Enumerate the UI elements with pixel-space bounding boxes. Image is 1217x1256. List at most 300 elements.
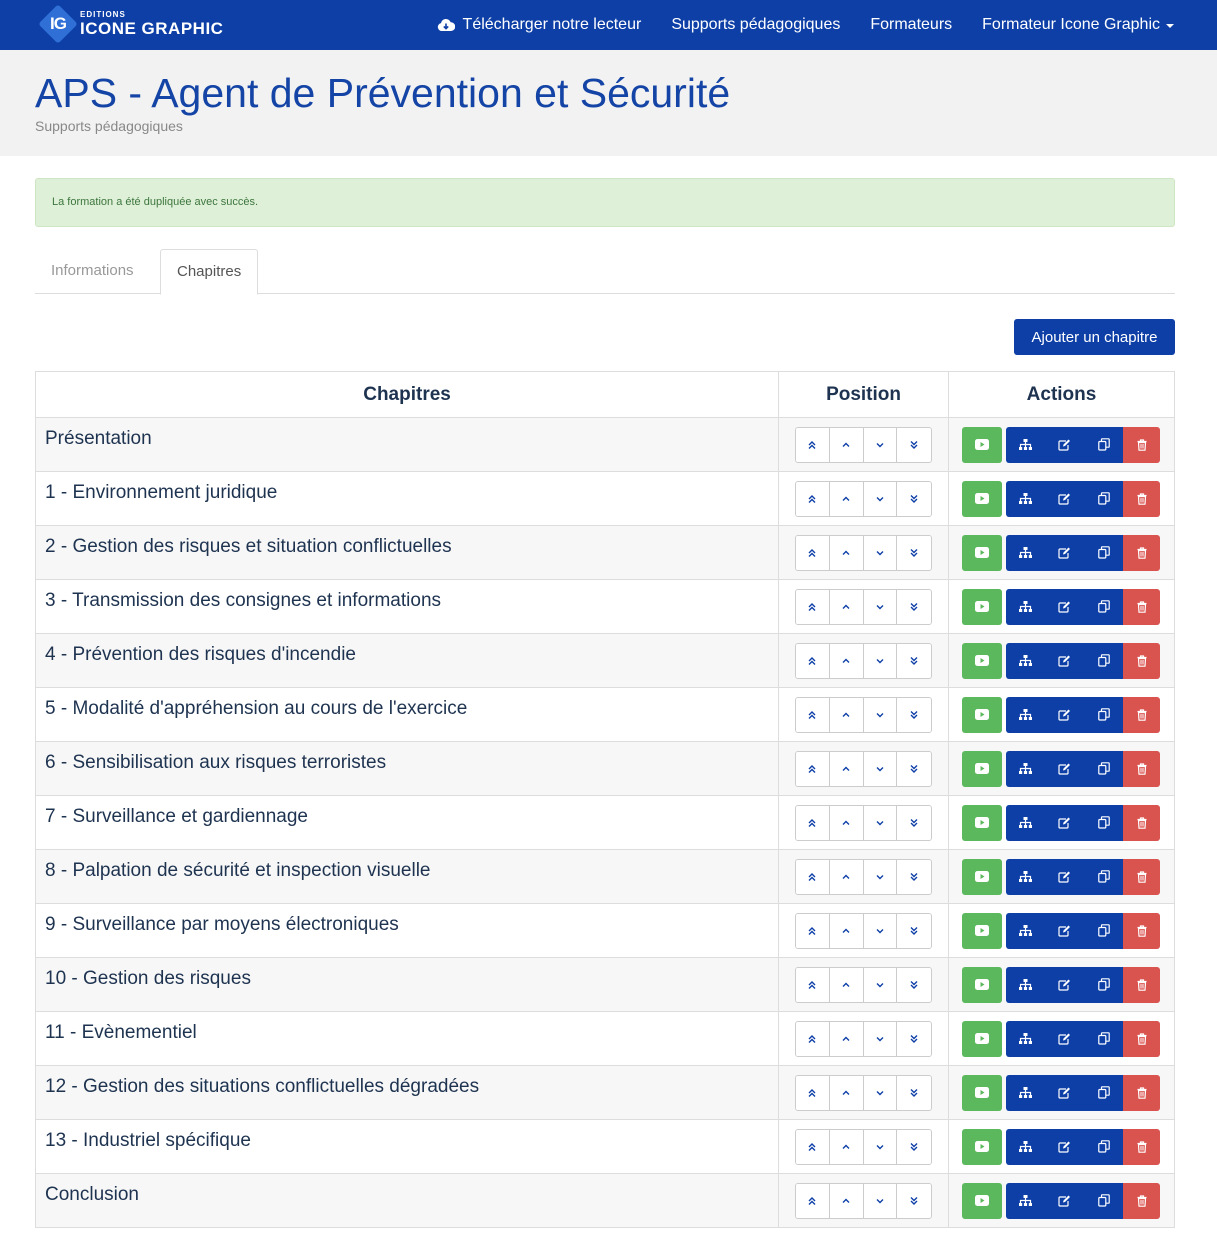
action-button-group xyxy=(1006,1129,1160,1165)
page-title: APS - Agent de Prévention et Sécurité xyxy=(35,70,731,116)
nav-user-menu[interactable]: Formateur Icone Graphic xyxy=(967,16,1189,34)
structure-button[interactable] xyxy=(1006,967,1045,1003)
move-first-button[interactable] xyxy=(796,482,830,516)
edit-button[interactable] xyxy=(1045,589,1084,625)
edit-icon xyxy=(1058,1195,1071,1207)
chevron-up-icon xyxy=(841,872,851,882)
structure-button[interactable] xyxy=(1006,1183,1045,1219)
move-first-button[interactable] xyxy=(796,1076,830,1110)
double-chevron-down-icon xyxy=(909,1088,919,1098)
move-last-button[interactable] xyxy=(897,482,931,516)
move-last-button[interactable] xyxy=(897,914,931,948)
move-down-button[interactable] xyxy=(864,482,898,516)
trash-icon xyxy=(1137,547,1147,559)
play-button[interactable] xyxy=(962,1129,1002,1165)
trash-icon xyxy=(1137,439,1147,451)
structure-button[interactable] xyxy=(1006,913,1045,949)
play-icon xyxy=(975,547,989,558)
position-controls xyxy=(795,697,932,733)
structure-button[interactable] xyxy=(1006,1021,1045,1057)
delete-button[interactable] xyxy=(1123,1075,1160,1111)
edit-icon xyxy=(1058,763,1071,775)
move-up-button[interactable] xyxy=(830,644,864,678)
position-cell xyxy=(779,958,949,1012)
structure-button[interactable] xyxy=(1006,535,1045,571)
play-icon xyxy=(975,763,989,774)
duplicate-button[interactable] xyxy=(1084,589,1123,625)
delete-button[interactable] xyxy=(1123,643,1160,679)
edit-icon xyxy=(1058,1141,1071,1153)
duplicate-button[interactable] xyxy=(1084,427,1123,463)
actions-cell xyxy=(949,742,1175,796)
sitemap-icon xyxy=(1019,1033,1032,1045)
sitemap-icon xyxy=(1019,655,1032,667)
chapter-name: 11 - Evènementiel xyxy=(36,1012,779,1066)
edit-button[interactable] xyxy=(1045,913,1084,949)
play-icon xyxy=(975,601,989,612)
trash-icon xyxy=(1137,817,1147,829)
delete-button[interactable] xyxy=(1123,589,1160,625)
nav-supports[interactable]: Supports pédagogiques xyxy=(671,16,841,33)
move-last-button[interactable] xyxy=(897,1184,931,1218)
table-row xyxy=(36,418,1175,472)
play-icon xyxy=(975,655,989,666)
duplicate-button[interactable] xyxy=(1084,1129,1123,1165)
move-first-button[interactable] xyxy=(796,698,830,732)
nav-download-reader[interactable]: Télécharger notre lecteur xyxy=(422,16,657,34)
duplicate-button[interactable] xyxy=(1084,1075,1123,1111)
edit-button[interactable] xyxy=(1045,1183,1084,1219)
double-chevron-up-icon xyxy=(807,1196,817,1206)
chevron-down-icon xyxy=(875,1034,885,1044)
edit-button[interactable] xyxy=(1045,481,1084,517)
double-chevron-down-icon xyxy=(909,764,919,774)
duplicate-button[interactable] xyxy=(1084,1021,1123,1057)
copy-icon xyxy=(1098,1086,1110,1099)
move-first-button[interactable] xyxy=(796,860,830,894)
table-row xyxy=(36,1012,1175,1066)
table-row xyxy=(36,796,1175,850)
move-first-button[interactable] xyxy=(796,1022,830,1056)
position-controls xyxy=(795,481,932,517)
structure-button[interactable] xyxy=(1006,427,1045,463)
move-up-button[interactable] xyxy=(830,536,864,570)
edit-icon xyxy=(1058,817,1071,829)
position-cell xyxy=(779,904,949,958)
chevron-up-icon xyxy=(841,764,851,774)
duplicate-button[interactable] xyxy=(1084,967,1123,1003)
edit-button[interactable] xyxy=(1045,751,1084,787)
edit-icon xyxy=(1058,709,1071,721)
play-button[interactable] xyxy=(962,805,1002,841)
sitemap-icon xyxy=(1019,817,1032,829)
position-controls xyxy=(795,427,932,463)
play-button[interactable] xyxy=(962,913,1002,949)
actions-cell xyxy=(949,1120,1175,1174)
play-icon xyxy=(975,1141,989,1152)
play-button[interactable] xyxy=(962,697,1002,733)
sitemap-icon xyxy=(1019,871,1032,883)
move-last-button[interactable] xyxy=(897,644,931,678)
double-chevron-down-icon xyxy=(909,494,919,504)
edit-button[interactable] xyxy=(1045,967,1084,1003)
duplicate-button[interactable] xyxy=(1084,751,1123,787)
action-button-group xyxy=(1006,805,1160,841)
chapter-name: 9 - Surveillance par moyens électroniques xyxy=(36,904,779,958)
duplicate-button[interactable] xyxy=(1084,535,1123,571)
move-last-button[interactable] xyxy=(897,428,931,462)
move-last-button[interactable] xyxy=(897,1130,931,1164)
chevron-down-icon xyxy=(875,764,885,774)
play-button[interactable] xyxy=(962,589,1002,625)
play-button[interactable] xyxy=(962,751,1002,787)
move-last-button[interactable] xyxy=(897,536,931,570)
action-button-group xyxy=(1006,1183,1160,1219)
play-button[interactable] xyxy=(962,643,1002,679)
table-row xyxy=(36,526,1175,580)
delete-button[interactable] xyxy=(1123,751,1160,787)
move-down-button[interactable] xyxy=(864,1022,898,1056)
action-button-group xyxy=(1006,1075,1160,1111)
double-chevron-down-icon xyxy=(909,1142,919,1152)
chapter-name: 3 - Transmission des consignes et informations xyxy=(36,580,779,634)
move-last-button[interactable] xyxy=(897,590,931,624)
table-row xyxy=(36,1066,1175,1120)
position-controls xyxy=(795,913,932,949)
move-last-button[interactable] xyxy=(897,1076,931,1110)
edit-icon xyxy=(1058,979,1071,991)
move-up-button[interactable] xyxy=(830,590,864,624)
table-row xyxy=(36,958,1175,1012)
chapter-name: Présentation xyxy=(36,418,779,472)
move-down-button[interactable] xyxy=(864,860,898,894)
structure-button[interactable] xyxy=(1006,859,1045,895)
delete-button[interactable] xyxy=(1123,805,1160,841)
actions-cell xyxy=(949,1066,1175,1120)
chevron-up-icon xyxy=(841,602,851,612)
move-first-button[interactable] xyxy=(796,1184,830,1218)
edit-button[interactable] xyxy=(1045,1075,1084,1111)
move-down-button[interactable] xyxy=(864,1130,898,1164)
double-chevron-up-icon xyxy=(807,872,817,882)
tab-chapitres[interactable]: Chapitres xyxy=(160,249,258,295)
move-up-button[interactable] xyxy=(830,1076,864,1110)
copy-icon xyxy=(1098,1140,1110,1153)
move-up-button[interactable] xyxy=(830,1184,864,1218)
double-chevron-up-icon xyxy=(807,710,817,720)
action-button-group xyxy=(1006,751,1160,787)
edit-button[interactable] xyxy=(1045,805,1084,841)
move-last-button[interactable] xyxy=(897,860,931,894)
move-first-button[interactable] xyxy=(796,590,830,624)
chapter-name: 10 - Gestion des risques xyxy=(36,958,779,1012)
move-last-button[interactable] xyxy=(897,1022,931,1056)
action-button-group xyxy=(1006,1021,1160,1057)
move-up-button[interactable] xyxy=(830,1022,864,1056)
chevron-up-icon xyxy=(841,1034,851,1044)
edit-button[interactable] xyxy=(1045,427,1084,463)
edit-button[interactable] xyxy=(1045,1021,1084,1057)
delete-button[interactable] xyxy=(1123,535,1160,571)
copy-icon xyxy=(1098,870,1110,883)
sitemap-icon xyxy=(1019,763,1032,775)
copy-icon xyxy=(1098,438,1110,451)
trash-icon xyxy=(1137,925,1147,937)
double-chevron-down-icon xyxy=(909,656,919,666)
double-chevron-down-icon xyxy=(909,980,919,990)
double-chevron-down-icon xyxy=(909,548,919,558)
brand-name: ICONE GRAPHIC xyxy=(80,19,224,38)
chevron-up-icon xyxy=(841,980,851,990)
move-down-button[interactable] xyxy=(864,536,898,570)
edit-icon xyxy=(1058,439,1071,451)
chevron-down-icon xyxy=(875,980,885,990)
chevron-down-icon xyxy=(875,926,885,936)
structure-button[interactable] xyxy=(1006,589,1045,625)
duplicate-button[interactable] xyxy=(1084,1183,1123,1219)
delete-button[interactable] xyxy=(1123,1183,1160,1219)
structure-button[interactable] xyxy=(1006,751,1045,787)
structure-button[interactable] xyxy=(1006,697,1045,733)
double-chevron-up-icon xyxy=(807,818,817,828)
edit-icon xyxy=(1058,1033,1071,1045)
move-down-button[interactable] xyxy=(864,806,898,840)
action-button-group xyxy=(1006,859,1160,895)
move-first-button[interactable] xyxy=(796,644,830,678)
caret-down-icon xyxy=(1166,24,1174,28)
move-down-button[interactable] xyxy=(864,698,898,732)
chevron-down-icon xyxy=(875,872,885,882)
move-up-button[interactable] xyxy=(830,806,864,840)
structure-button[interactable] xyxy=(1006,643,1045,679)
sitemap-icon xyxy=(1019,439,1032,451)
edit-icon xyxy=(1058,601,1071,613)
action-button-group xyxy=(1006,967,1160,1003)
delete-button[interactable] xyxy=(1123,481,1160,517)
move-first-button[interactable] xyxy=(796,914,830,948)
chevron-up-icon xyxy=(841,1088,851,1098)
sitemap-icon xyxy=(1019,601,1032,613)
play-button[interactable] xyxy=(962,859,1002,895)
trash-icon xyxy=(1137,1087,1147,1099)
sitemap-icon xyxy=(1019,493,1032,505)
position-cell xyxy=(779,634,949,688)
move-down-button[interactable] xyxy=(864,428,898,462)
move-down-button[interactable] xyxy=(864,914,898,948)
duplicate-button[interactable] xyxy=(1084,805,1123,841)
move-first-button[interactable] xyxy=(796,536,830,570)
move-down-button[interactable] xyxy=(864,752,898,786)
play-button[interactable] xyxy=(962,535,1002,571)
header-position: Position xyxy=(779,372,949,418)
position-controls xyxy=(795,967,932,1003)
chevron-up-icon xyxy=(841,710,851,720)
brand-logo[interactable] xyxy=(38,4,223,44)
position-cell xyxy=(779,1120,949,1174)
delete-button[interactable] xyxy=(1123,967,1160,1003)
double-chevron-down-icon xyxy=(909,440,919,450)
trash-icon xyxy=(1137,1195,1147,1207)
actions-cell xyxy=(949,850,1175,904)
double-chevron-up-icon xyxy=(807,764,817,774)
chevron-up-icon xyxy=(841,440,851,450)
move-up-button[interactable] xyxy=(830,968,864,1002)
nav-formateurs[interactable]: Formateurs xyxy=(870,16,953,33)
edit-button[interactable] xyxy=(1045,643,1084,679)
add-chapter-button[interactable]: Ajouter un chapitre xyxy=(1014,319,1175,355)
delete-button[interactable] xyxy=(1123,913,1160,949)
move-first-button[interactable] xyxy=(796,428,830,462)
move-last-button[interactable] xyxy=(897,806,931,840)
edit-icon xyxy=(1058,925,1071,937)
edit-button[interactable] xyxy=(1045,535,1084,571)
play-icon xyxy=(975,1033,989,1044)
edit-button[interactable] xyxy=(1045,859,1084,895)
sitemap-icon xyxy=(1019,547,1032,559)
move-down-button[interactable] xyxy=(864,968,898,1002)
duplicate-button[interactable] xyxy=(1084,643,1123,679)
chevron-down-icon xyxy=(875,494,885,504)
cloud-download-icon xyxy=(437,18,455,32)
edit-button[interactable] xyxy=(1045,697,1084,733)
actions-cell xyxy=(949,1174,1175,1228)
trash-icon xyxy=(1137,655,1147,667)
chapter-name: 2 - Gestion des risques et situation conflictuelles xyxy=(36,526,779,580)
duplicate-button[interactable] xyxy=(1084,697,1123,733)
move-up-button[interactable] xyxy=(830,1130,864,1164)
chapter-name: 6 - Sensibilisation aux risques terroristes xyxy=(36,742,779,796)
copy-icon xyxy=(1098,816,1110,829)
chevron-down-icon xyxy=(875,602,885,612)
double-chevron-up-icon xyxy=(807,1034,817,1044)
duplicate-button[interactable] xyxy=(1084,481,1123,517)
trash-icon xyxy=(1137,493,1147,505)
position-controls xyxy=(795,589,932,625)
table-row xyxy=(36,742,1175,796)
actions-cell xyxy=(949,796,1175,850)
edit-icon xyxy=(1058,547,1071,559)
double-chevron-up-icon xyxy=(807,656,817,666)
move-up-button[interactable] xyxy=(830,698,864,732)
move-last-button[interactable] xyxy=(897,698,931,732)
chevron-up-icon xyxy=(841,494,851,504)
page-header xyxy=(0,50,1217,156)
trash-icon xyxy=(1137,871,1147,883)
double-chevron-up-icon xyxy=(807,602,817,612)
move-first-button[interactable] xyxy=(796,1130,830,1164)
chapter-name: 5 - Modalité d'appréhension au cours de l'exercice xyxy=(36,688,779,742)
position-cell xyxy=(779,688,949,742)
position-controls xyxy=(795,859,932,895)
move-last-button[interactable] xyxy=(897,752,931,786)
delete-button[interactable] xyxy=(1123,1021,1160,1057)
actions-cell xyxy=(949,634,1175,688)
copy-icon xyxy=(1098,978,1110,991)
move-last-button[interactable] xyxy=(897,968,931,1002)
move-up-button[interactable] xyxy=(830,428,864,462)
play-button[interactable] xyxy=(962,1021,1002,1057)
position-cell xyxy=(779,418,949,472)
chevron-down-icon xyxy=(875,818,885,828)
action-button-group xyxy=(1006,589,1160,625)
play-icon xyxy=(975,1195,989,1206)
duplicate-button[interactable] xyxy=(1084,859,1123,895)
chevron-down-icon xyxy=(875,1196,885,1206)
double-chevron-up-icon xyxy=(807,494,817,504)
action-button-group xyxy=(1006,535,1160,571)
move-up-button[interactable] xyxy=(830,752,864,786)
structure-button[interactable] xyxy=(1006,805,1045,841)
copy-icon xyxy=(1098,600,1110,613)
success-alert xyxy=(35,178,1175,227)
move-down-button[interactable] xyxy=(864,1184,898,1218)
action-button-group xyxy=(1006,913,1160,949)
play-button[interactable] xyxy=(962,1075,1002,1111)
play-button[interactable] xyxy=(962,967,1002,1003)
structure-button[interactable] xyxy=(1006,481,1045,517)
double-chevron-down-icon xyxy=(909,926,919,936)
delete-button[interactable] xyxy=(1123,427,1160,463)
copy-icon xyxy=(1098,492,1110,505)
actions-cell xyxy=(949,904,1175,958)
double-chevron-up-icon xyxy=(807,980,817,990)
move-up-button[interactable] xyxy=(830,860,864,894)
move-first-button[interactable] xyxy=(796,968,830,1002)
structure-button[interactable] xyxy=(1006,1075,1045,1111)
duplicate-button[interactable] xyxy=(1084,913,1123,949)
move-down-button[interactable] xyxy=(864,590,898,624)
position-controls xyxy=(795,751,932,787)
table-row xyxy=(36,580,1175,634)
position-controls xyxy=(795,1129,932,1165)
delete-button[interactable] xyxy=(1123,859,1160,895)
action-button-group xyxy=(1006,427,1160,463)
play-button[interactable] xyxy=(962,481,1002,517)
table-row xyxy=(36,1174,1175,1228)
delete-button[interactable] xyxy=(1123,697,1160,733)
position-cell xyxy=(779,796,949,850)
move-down-button[interactable] xyxy=(864,644,898,678)
double-chevron-up-icon xyxy=(807,548,817,558)
play-icon xyxy=(975,925,989,936)
edit-button[interactable] xyxy=(1045,1129,1084,1165)
play-icon xyxy=(975,817,989,828)
move-down-button[interactable] xyxy=(864,1076,898,1110)
actions-cell xyxy=(949,526,1175,580)
structure-button[interactable] xyxy=(1006,1129,1045,1165)
chapter-name: 1 - Environnement juridique xyxy=(36,472,779,526)
position-cell xyxy=(779,1174,949,1228)
sitemap-icon xyxy=(1019,979,1032,991)
action-button-group xyxy=(1006,481,1160,517)
delete-button[interactable] xyxy=(1123,1129,1160,1165)
chapter-name: 8 - Palpation de sécurité et inspection visuelle xyxy=(36,850,779,904)
position-cell xyxy=(779,472,949,526)
move-up-button[interactable] xyxy=(830,482,864,516)
copy-icon xyxy=(1098,762,1110,775)
sitemap-icon xyxy=(1019,1087,1032,1099)
play-button[interactable] xyxy=(962,1183,1002,1219)
copy-icon xyxy=(1098,654,1110,667)
trash-icon xyxy=(1137,1141,1147,1153)
move-first-button[interactable] xyxy=(796,752,830,786)
move-up-button[interactable] xyxy=(830,914,864,948)
tab-informations[interactable]: Informations xyxy=(51,262,134,279)
chevron-up-icon xyxy=(841,1142,851,1152)
move-first-button[interactable] xyxy=(796,806,830,840)
page-subtitle: Supports pédagogiques xyxy=(35,118,183,134)
play-button[interactable] xyxy=(962,427,1002,463)
